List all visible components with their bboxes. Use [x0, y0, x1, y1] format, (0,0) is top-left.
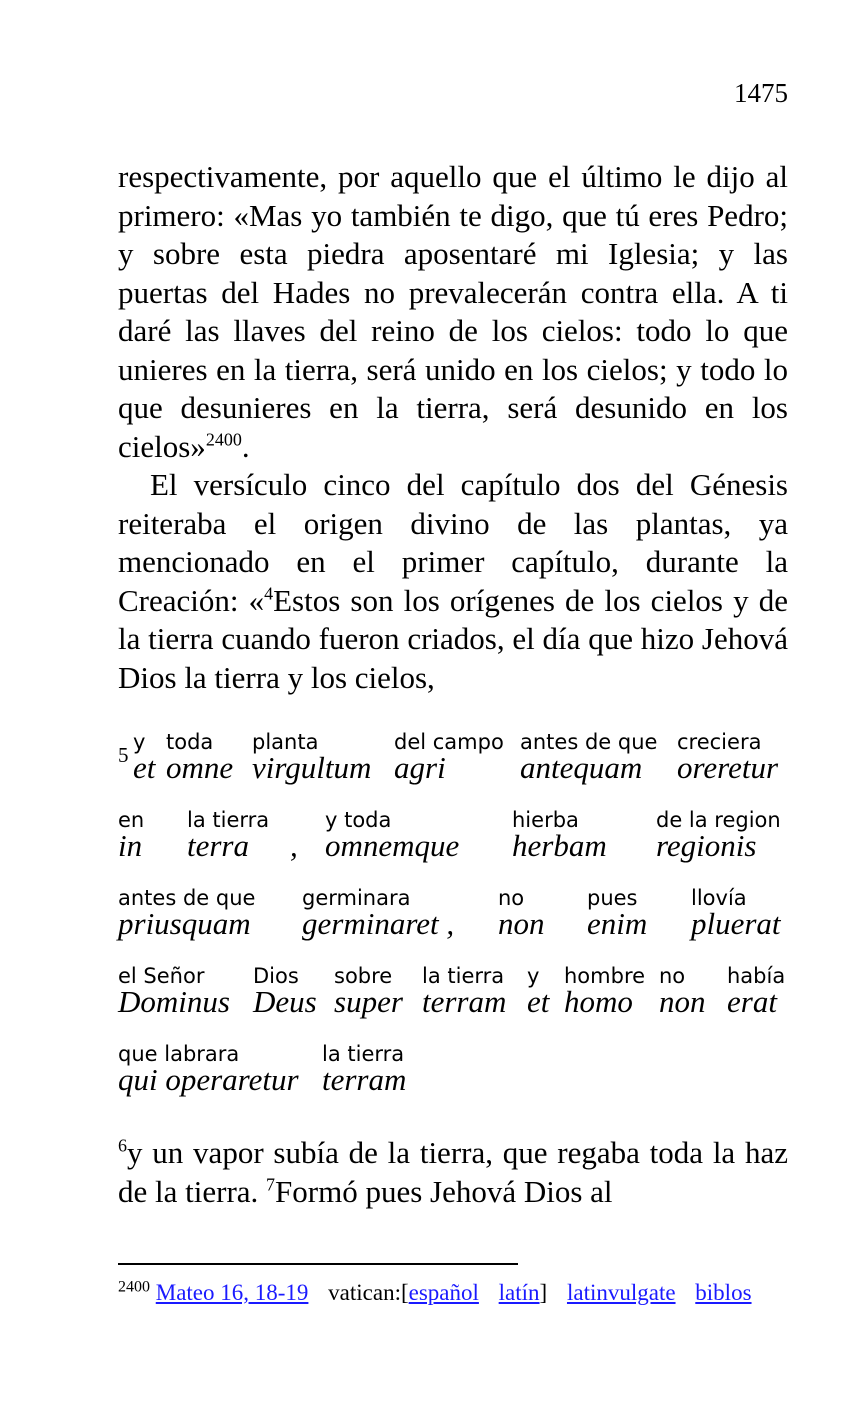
interlinear-word	[587, 887, 647, 939]
footnote-separator	[118, 1263, 518, 1265]
latin-word: omne	[166, 750, 234, 785]
latin-word: Dominus	[118, 984, 230, 1019]
latin-word: et	[133, 750, 156, 785]
biblos-link[interactable]: biblos	[695, 1280, 752, 1305]
gloss-spanish: no	[498, 886, 525, 910]
interlinear-word	[564, 965, 645, 1017]
gloss-spanish: y toda	[325, 808, 392, 832]
gloss-spanish: llovía	[691, 886, 747, 910]
gloss-spanish: la tierra	[187, 808, 270, 832]
interlinear-word	[133, 731, 155, 783]
footnote-marker: 2400	[205, 429, 242, 450]
latin-word: et	[527, 984, 550, 1019]
latin-word: priusquam	[118, 906, 251, 941]
interlinear-row	[118, 1042, 788, 1097]
latin-word: in	[118, 828, 143, 863]
gloss-spanish: creciera	[677, 730, 762, 754]
interlinear-word	[498, 887, 545, 939]
latin-word: antequam	[520, 750, 643, 785]
vatican-latin-link[interactable]: latín	[498, 1280, 540, 1305]
gloss-spanish: hombre	[564, 964, 646, 988]
gloss-spanish: planta	[252, 730, 319, 754]
interlinear-word	[334, 965, 403, 1017]
interlinear-word	[290, 809, 298, 861]
interlinear-row	[118, 886, 788, 941]
latin-word: terram	[322, 1062, 407, 1097]
interlinear-word	[325, 809, 459, 861]
latin-word: herbam	[512, 828, 607, 863]
latin-word: regionis	[656, 828, 757, 863]
gloss-spanish: y	[527, 964, 540, 988]
latin-word: homo	[564, 984, 633, 1019]
latin-word: pluerat	[691, 906, 781, 941]
vatican-spanish-link[interactable]: español	[408, 1280, 479, 1305]
interlinear-word	[118, 809, 144, 861]
gloss-spanish: la tierra	[322, 1042, 405, 1066]
page-number: 1475	[734, 78, 788, 108]
gloss-spanish: hierba	[512, 808, 579, 832]
latin-word: qui operaretur	[118, 1062, 299, 1097]
gloss-spanish: pues	[587, 886, 638, 910]
interlinear-word	[302, 887, 454, 939]
latin-word: germinaret ,	[302, 906, 455, 941]
interlinear-word	[166, 731, 233, 783]
footnote	[118, 1280, 752, 1306]
interlinear-word	[727, 965, 785, 1017]
interlinear-word	[422, 965, 506, 1017]
interlinear-word	[659, 965, 706, 1017]
gloss-spanish: la tierra	[422, 964, 505, 988]
verse-number-6: 6	[118, 1135, 127, 1156]
interlinear-word	[118, 1043, 299, 1095]
interlinear-word	[527, 965, 549, 1017]
latin-word: super	[334, 984, 403, 1019]
latin-word: virgultum	[252, 750, 372, 785]
gloss-spanish: no	[659, 964, 686, 988]
gloss-spanish: había	[727, 964, 786, 988]
para2-text-b: Estos son los orígenes de los cielos y de la tierra cuando fueron criados, el día que hizo Jehová Dios la tierra y los cielos,	[118, 582, 788, 695]
interlinear-word	[677, 731, 778, 783]
gloss-spanish: toda	[166, 730, 214, 754]
verse-number-4: 4	[264, 583, 274, 604]
interlinear-word	[394, 731, 504, 783]
latin-word: ,	[290, 828, 298, 863]
interlinear-row	[118, 964, 788, 1019]
latin-word: terram	[422, 984, 507, 1019]
latin-word: enim	[587, 906, 648, 941]
latin-word: oreretur	[677, 750, 779, 785]
latin-word: non	[659, 984, 706, 1019]
gloss-spanish: de la region	[656, 808, 781, 832]
gloss-spanish: y	[133, 730, 146, 754]
gloss-spanish: antes de que	[118, 886, 256, 910]
para3-text-a: y un vapor subía de la tierra, que regaba toda la haz de la tierra.	[118, 1135, 788, 1209]
latin-word: agri	[394, 750, 446, 785]
interlinear-row	[118, 808, 788, 863]
interlinear-word	[520, 731, 657, 783]
interlinear-word	[322, 1043, 406, 1095]
gloss-spanish: del campo	[394, 730, 504, 754]
gloss-spanish: Dios	[253, 964, 299, 988]
interlinear-word	[118, 965, 230, 1017]
verse-number-7: 7	[266, 1174, 276, 1195]
verse-number-5: 5	[118, 743, 129, 767]
latin-word: omnemque	[325, 828, 460, 863]
latinvulgate-link[interactable]: latinvulgate	[566, 1280, 676, 1305]
gloss-spanish: que labrara	[118, 1042, 240, 1066]
gloss-spanish: antes de que	[520, 730, 658, 754]
interlinear-row	[118, 730, 788, 785]
interlinear-word	[187, 809, 269, 861]
vatican-label: vatican:[	[328, 1280, 409, 1305]
gloss-spanish: en	[118, 808, 145, 832]
latin-word: terra	[187, 828, 249, 863]
interlinear-word	[118, 887, 255, 939]
latin-word: non	[498, 906, 545, 941]
para2-text-a: El versículo cinco del capítulo dos del Génesis reiteraba el origen divino de las plantas, ya mencionado en el primer capítulo, durante la Creación: «	[118, 467, 788, 618]
interlinear-word	[656, 809, 781, 861]
para1-text: respectivamente, por aquello que el último le dijo al primero: «Mas yo también te digo, que tú eres Pedro; y sobre esta piedra aposentaré mi Iglesia; y las puertas del Hades no prevalecerán contra ella. A ti daré las llaves del reino de los cielos: todo lo que unieres en la tierra, será unido en los cielos; y todo lo que desunieres en la tierra, será desunido en los cielos»	[118, 159, 788, 464]
gloss-spanish: el Señor	[118, 964, 205, 988]
footnote-number: 2400	[118, 1278, 150, 1296]
footnote-ref-link[interactable]: Mateo 16, 18-19	[155, 1280, 309, 1305]
latin-word: erat	[727, 984, 777, 1019]
interlinear-word	[512, 809, 607, 861]
interlinear-word	[252, 731, 371, 783]
latin-word: Deus	[253, 984, 317, 1019]
body-paragraph-1	[118, 158, 788, 697]
body-paragraph-3	[118, 1134, 788, 1211]
para3-text-b: Formó pues Jehová Dios al	[275, 1173, 613, 1209]
gloss-spanish: sobre	[334, 964, 393, 988]
para1-end: .	[241, 428, 250, 464]
interlinear-word	[691, 887, 781, 939]
vatican-close-bracket: ]	[539, 1280, 548, 1305]
gloss-spanish: germinara	[302, 886, 411, 910]
interlinear-word	[253, 965, 317, 1017]
